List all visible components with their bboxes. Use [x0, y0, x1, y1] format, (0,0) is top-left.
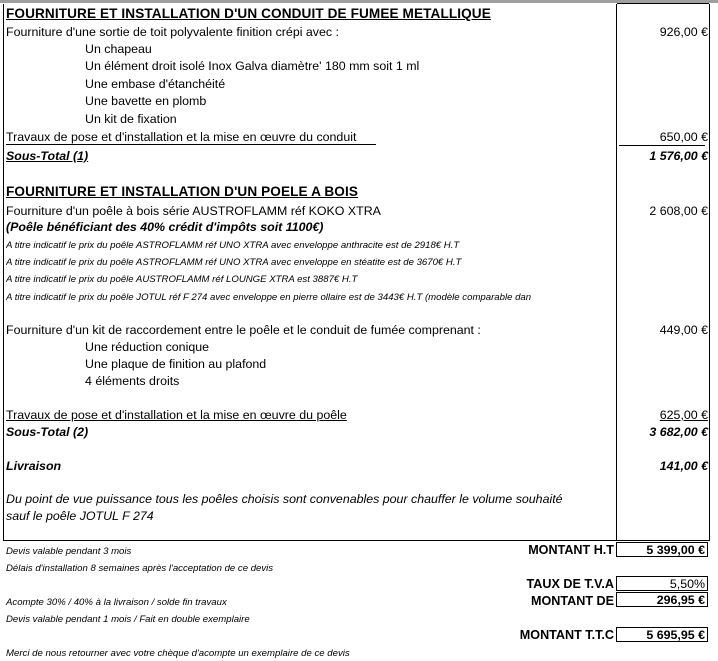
vat-amount-label: MONTANT DE [530, 594, 614, 608]
section1-subtotal-value: 1 576,00 € [649, 149, 708, 163]
kit-item: 4 éléments droits [85, 374, 180, 388]
section1-title: FOURNITURE ET INSTALLATION D'UN CONDUIT DE FUMEE METALLIQUE [6, 6, 491, 21]
section1-supply-price: 926,00 € [659, 25, 708, 39]
total-ttc-value: 5 695,95 € [616, 627, 708, 642]
kit-price: 449,00 € [659, 323, 708, 337]
vat-amount-value: 296,95 € [616, 592, 708, 607]
section1-subtotal-label: Sous-Total (1) [6, 149, 89, 163]
delivery-value: 141,00 € [659, 459, 708, 473]
terms-line: Devis valable pendant 1 mois / Fait en double exemplaire [6, 614, 250, 625]
power-note-line2: sauf le poêle JOTUL F 274 [6, 509, 154, 523]
section2-labor-price: 625,00 € [659, 408, 708, 422]
terms-line: Délais d'installation 8 semaines après l'acceptation de ce devis [6, 563, 274, 574]
power-note-line1: Du point de vue puissance tous les poêles choisis sont convenables pour chauffer le volume souhaité [6, 492, 563, 506]
section1-supply-line: Fourniture d'une sortie de toit polyvalente finition crépi avec : [6, 25, 339, 39]
section1-labor-price-underline [619, 145, 705, 146]
indicative-price-line: A titre indicatif le prix du poêle ASTROFLAMM réf UNO XTRA avec enveloppe en stéatite est de 3670€ H.T [6, 257, 462, 268]
total-ht-value: 5 399,00 € [616, 542, 708, 557]
section1-labor-underline [6, 144, 376, 145]
indicative-price-line: A titre indicatif le prix du poêle JOTUL réf F 274 avec enveloppe en pierre ollaire est de 3443€ H.T (modèle comparable dan [6, 292, 532, 303]
section2-supply-line: Fourniture d'un poêle à bois série AUSTROFLAMM réf KOKO XTRA [6, 204, 381, 218]
kit-line: Fourniture d'un kit de raccordement entre le poêle et le conduit de fumée comprenant : [6, 323, 481, 337]
kit-item: Une réduction conique [85, 340, 209, 354]
total-ht-label: MONTANT H.T [528, 543, 614, 557]
section1-item: Une bavette en plomb [85, 94, 207, 108]
price-column-top-border [617, 3, 709, 4]
section1-item: Un élément droit isolé Inox Galva diamètre' 180 mm soit 1 ml [85, 59, 420, 73]
sheet-top-border [0, 0, 718, 3]
section2-subtotal-label: Sous-Total (2) [6, 425, 89, 439]
section1-labor-line: Travaux de pose et d'installation et la mise en œuvre du conduit [6, 130, 357, 144]
section1-labor-price: 650,00 € [659, 130, 708, 144]
section2-supply-price: 2 608,00 € [649, 204, 708, 218]
section2-title: FOURNITURE ET INSTALLATION D'UN POELE A BOIS [6, 184, 359, 199]
indicative-price-line: A titre indicatif le prix du poêle AUSTROFLAMM réf LOUNGE XTRA est 3887€ H.T [6, 274, 358, 285]
terms-line: Devis valable pendant 3 mois [6, 546, 132, 557]
section1-item: Un chapeau [85, 42, 152, 56]
section1-item: Un kit de fixation [85, 112, 177, 126]
section2-subtotal-value: 3 682,00 € [649, 425, 708, 439]
terms-line: Merci de nous retourner avec votre chèque d'acompte un exemplaire de ce devis [6, 648, 350, 659]
section1-item: Une embase d'étanchéité [85, 77, 226, 91]
vat-rate-value: 5,50% [616, 576, 708, 591]
kit-item: Une plaque de finition au plafond [85, 357, 267, 371]
vat-rate-label: TAUX DE T.V.A [526, 577, 614, 591]
indicative-price-line: A titre indicatif le prix du poêle ASTROFLAMM réf UNO XTRA avec enveloppe anthracite est de 2918€ H.T [6, 240, 460, 251]
terms-line: Acompte 30% / 40% à la livraison / solde fin travaux [6, 597, 227, 608]
section2-labor-line: Travaux de pose et d'installation et la mise en œuvre du poêle [6, 408, 347, 422]
delivery-label: Livraison [6, 459, 62, 473]
tax-credit-note: (Poêle bénéficiant des 40% crédit d'impôts soit 1100€) [6, 220, 324, 234]
total-ttc-label: MONTANT T.T.C [519, 628, 614, 642]
